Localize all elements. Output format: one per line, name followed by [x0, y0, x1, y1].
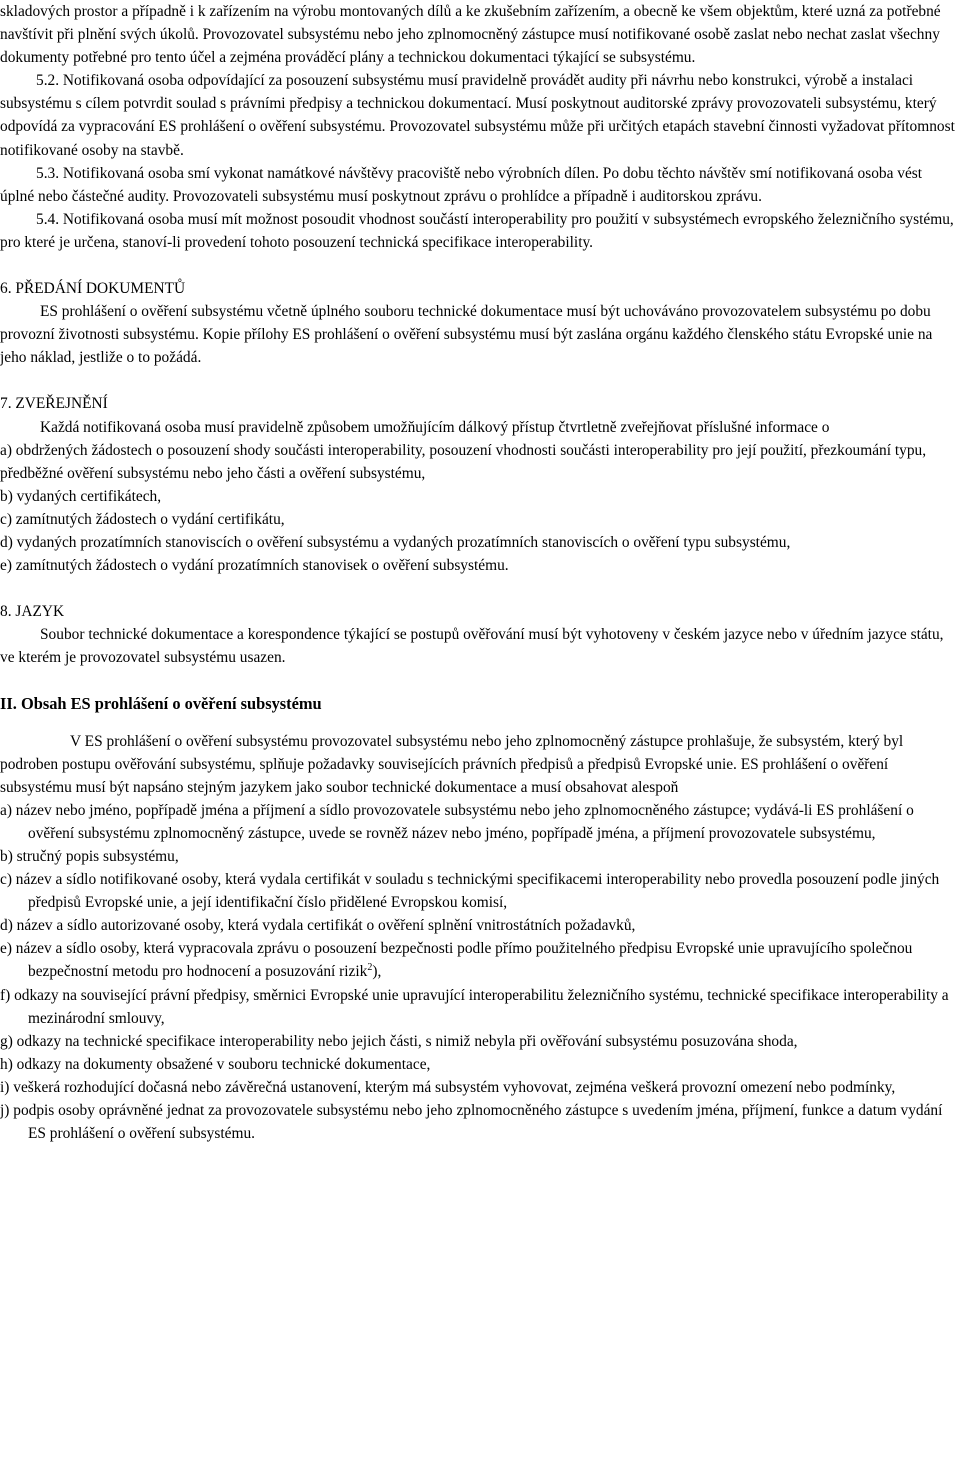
list-item: j) podpis osoby oprávněné jednat za provozovatele subsystému nebo jeho zplnomocněného zástupce s uvedením jména, příjmení, funkce a datum vydání ES prohlášení o ověření subsystému.: [0, 1102, 943, 1143]
spacer: [0, 577, 960, 600]
paragraph-intro: skladových prostor a případně i k zařízením na výrobu montovaných dílů a ke zkušebním zařízením, a obecně ke všem objektům, které uzná za potřebné navštívit při plnění svých úkolů. Provozovatel subsystému nebo jeho zplnomocněný zástupce musí notifikované osobě zaslat nebo nechat zaslat všechny dokumenty potřebné pro tento účel a zejména prováděcí plány a technickou dokumentaci týkající se subsystému.: [0, 3, 941, 67]
paragraph-5-4: 5.4. Notifikovaná osoba musí mít možnost posoudit vhodnost součástí interoperability pro použití v subsystémech evropského železničního systému, pro které je určena, stanoví-li provedení tohoto posouzení technická specifikace interoperability.: [0, 210, 954, 251]
paragraph-section-8: Soubor technické dokumentace a korespondence týkající se postupů ověřování musí být vyhotoveny v českém jazyce nebo v úředním jazyce státu, ve kterém je provozovatel subsystému usazen.: [0, 626, 944, 667]
list-item: d) vydaných prozatímních stanoviscích o ověření subsystému a vydaných prozatímních stanoviscích o ověření typu subsystému,: [0, 533, 791, 551]
list-item: a) název nebo jméno, popřípadě jména a příjmení a sídlo provozovatele subsystému nebo jeho zplnomocněného zástupce; vydává-li ES prohlášení o ověření subsystému zplnomocněný zástupce, uvede se rovněž název nebo jméno, popřípadě jména, a příjmení provozovatele subsystému,: [0, 801, 914, 842]
spacer: [0, 369, 960, 392]
heading-section-6: 6. PŘEDÁNÍ DOKUMENTŮ: [0, 280, 186, 298]
list-item: c) zamítnutých žádostech o vydání certifikátu,: [0, 510, 285, 528]
list-item: i) veškerá rozhodující dočasná nebo závěrečná ustanovení, kterým má subsystém vyhovovat, zejména veškerá provozní omezení nebo podmínky,: [0, 1078, 896, 1096]
spacer: [0, 669, 960, 692]
paragraph-part-II: V ES prohlášení o ověření subsystému provozovatel subsystému nebo jeho zplnomocněný zástupce prohlašuje, že subsystém, který byl podroben postupu ověřování subsystému, splňuje požadavky souvisejících právních předpisů a předpisů Evropské unie. ES prohlášení o ověření subsystému musí být napsáno stejným jazykem jako soubor technické dokumentace a musí obsahovat alespoň: [0, 732, 904, 796]
list-item: b) stručný popis subsystému,: [0, 848, 179, 865]
paragraph-section-6: ES prohlášení o ověření subsystému včetně úplného souboru technické dokumentace musí být uchováváno provozovatelem subsystému po dobu provozní životnosti subsystému. Kopie přílohy ES prohlášení o ověření subsystému musí být zaslána orgánu každého členského státu Evropské unie na jeho náklad, jestliže o to požádá.: [0, 303, 933, 367]
paragraph-5-3: 5.3. Notifikovaná osoba smí vykonat namátkové návštěvy pracoviště nebo výrobních dílen. Po dobu těchto návštěv smí notifikovaná osoba vést úplné nebo částečné audity. Provozovateli subsystému musí poskytnout zprávu o prohlídce a případně i auditorskou zprávu.: [0, 164, 923, 205]
list-item: a) obdržených žádostech o posouzení shody součásti interoperability, posouzení vhodnosti součásti interoperability pro její použití, přezkoumání typu, předběžné ověření subsystému nebo jeho části a ověření subsystému,: [0, 441, 927, 482]
heading-section-7: 7. ZVEŘEJNĚNÍ: [0, 395, 108, 413]
list-item-e-text: e) název a sídlo osoby, která vypracovala zprávu o posouzení bezpečnosti podle přímo použitelného předpisu Evropské unie upravujícího společnou bezpečnostní metodu pro hodnocení a posuzování rizik: [0, 940, 913, 981]
heading-section-8: 8. JAZYK: [0, 603, 65, 621]
list-item-e-tail: ),: [372, 963, 382, 981]
footnote-marker: 2: [367, 962, 373, 974]
list-item: f) odkazy na související právní předpisy, směrnici Evropské unie upravující interoperabilitu železničního systému, technické specifikace interoperability a mezinárodní smlouvy,: [0, 986, 949, 1027]
paragraph-5-2: 5.2. Notifikovaná osoba odpovídající za posouzení subsystému musí pravidelně provádět audity při návrhu nebo konstrukci, výrobě a instalaci subsystému s cílem potvrdit soulad s právními předpisy a technickou dokumentací. Musí poskytnout auditorské zprávy provozovateli subsystému, který odpovídá za vypracování ES prohlášení o ověření subsystému. Provozovatel subsystému může při určitých etapách stavební činnosti vyžadovat přítomnost notifikované osoby na stavbě.: [0, 72, 955, 159]
spacer: [0, 254, 960, 277]
list-item: e) zamítnutých žádostech o vydání prozatímních stanovisek o ověření subsystému.: [0, 557, 509, 575]
list-item: b) vydaných certifikátech,: [0, 487, 162, 505]
paragraph-section-7-intro: Každá notifikovaná osoba musí pravidelně způsobem umožňujícím dálkový přístup čtvrtletně zveřejňovat příslušné informace o: [40, 418, 830, 436]
heading-part-II: II. Obsah ES prohlášení o ověření subsystému: [0, 694, 322, 714]
spacer: [0, 716, 960, 730]
list-item: h) odkazy na dokumenty obsažené v souboru technické dokumentace,: [0, 1055, 431, 1073]
list-item-e: [0, 937, 960, 983]
list-item: g) odkazy na technické specifikace interoperability nebo jejich části, s nimiž nebyla při ověřování subsystému posuzována shoda,: [0, 1032, 798, 1050]
list-item: c) název a sídlo notifikované osoby, která vydala certifikát v souladu s technickými specifikacemi interoperability nebo provedla posouzení podle jiných předpisů Evropské unie, a její identifikační číslo přidělené Evropskou komisí,: [0, 871, 940, 912]
list-item: d) název a sídlo autorizované osoby, která vydala certifikát o ověření splnění vnitrostátních požadavků,: [0, 917, 636, 935]
